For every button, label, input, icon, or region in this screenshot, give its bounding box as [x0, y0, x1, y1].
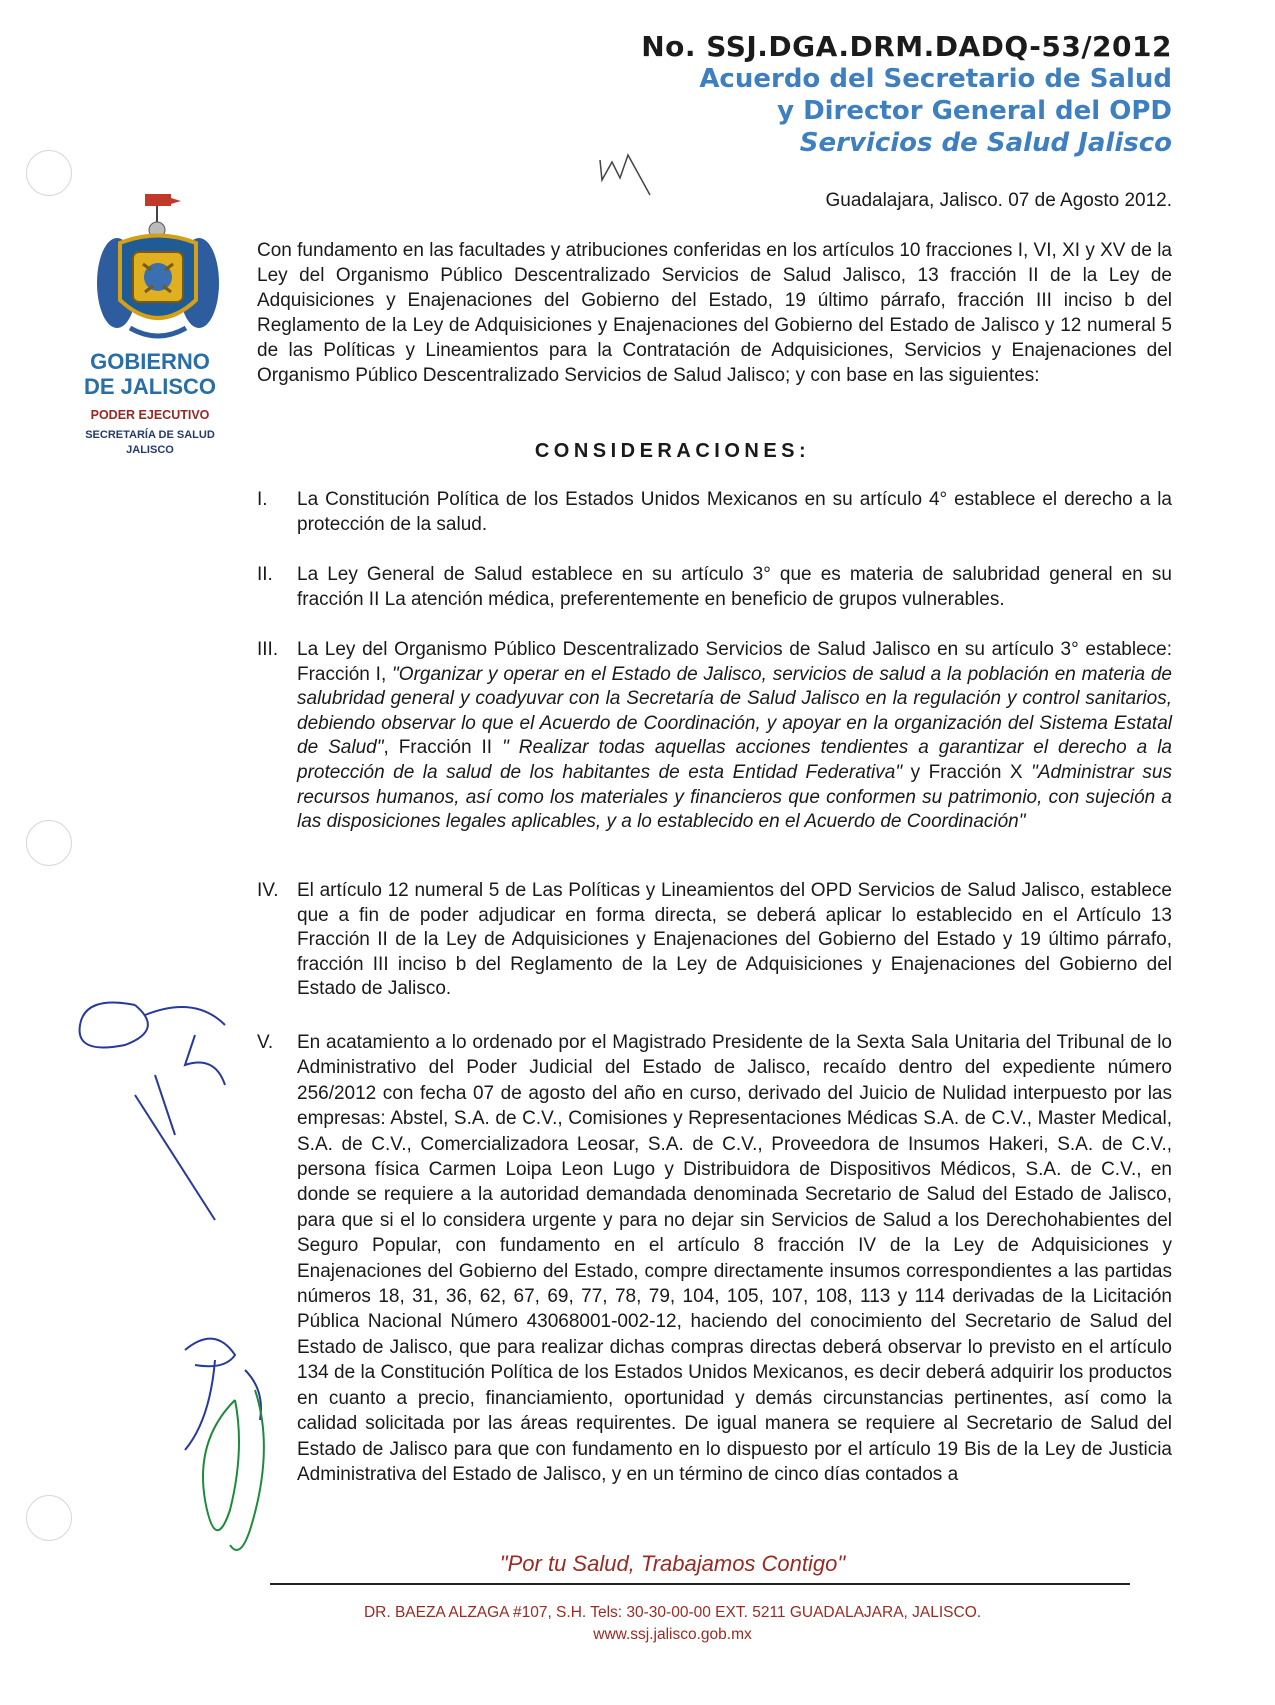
handwritten-mark	[590, 140, 660, 200]
item-text-part: La Ley del Organismo Público Descentralizado Servicios de Salud Jalisco en su artículo 3° establece: Fracción I,	[297, 639, 1172, 685]
consideration-item	[257, 879, 1172, 1002]
item-number: IV.	[257, 880, 279, 901]
item-number: III.	[257, 639, 279, 660]
quoted-text: "Administrar sus recursos humanos, así como los materiales y financieros que conformen su patrimonio, con sujeción a las disposiciones legales aplicables, y a lo establecido en el Acuerdo de Coordinación"	[297, 761, 1172, 833]
institutional-motto: "Por tu Salud, Trabajamos Contigo"	[499, 1551, 846, 1576]
secretariat-label: SECRETARÍA DE SALUD JALISCO	[85, 429, 215, 456]
government-name-line2: DE JALISCO	[83, 374, 217, 399]
footer-address: DR. BAEZA ALZAGA #107, S.H. Tels: 30-30-00-00 EXT. 5211 GUADALAJARA, JALISCO.	[363, 1604, 982, 1621]
consideration-item	[257, 638, 1172, 835]
item-text	[297, 638, 1172, 835]
intro-paragraph: Con fundamento en las facultades y atribuciones conferidas en los artículos 10 fracciones I, VI, XI y XV de la Ley del Organismo Público Descentralizado Servicios de Salud Jalisco, 13 fracción II de la Ley de Adquisiciones y Enajenaciones del Gobierno del Estado, 19 último párrafo, fracción III inciso b del Reglamento de la Ley de Adquisiciones y Enajenaciones del Gobierno del Estado de Jalisco y 12 numeral 5 de las Políticas y Lineamientos para la Contratación de Adquisiciones, Servicios y Enajenaciones del Organismo Público Descentralizado Servicios de Salud Jalisco; y con base en las siguientes:	[257, 240, 1172, 386]
header-title-line1: Acuerdo del Secretario de Salud	[699, 64, 1172, 94]
item-text: La Constitución Política de los Estados Unidos Mexicanos en su artículo 4° establece el derecho a la protección de la salud.	[297, 489, 1172, 535]
item-number: II.	[257, 564, 273, 585]
quoted-text: "Organizar y operar en el Estado de Jalisco, servicios de salud a la población en materia de salubridad general y coadyuvar con la Secretaría de Salud Jalisco en la regulación y control sanitarios, debiendo observar lo que el Acuerdo de Coordinación, y apoyar en la organización del Sistema Estatal de Salud"	[297, 663, 1172, 759]
item-text-part: , Fracción II	[383, 737, 503, 759]
section-heading: CONSIDERACIONES:	[534, 440, 811, 462]
quoted-text: " Realizar todas aquellas acciones tendientes a garantizar el derecho a la protección de la salud de los habitantes de esta Entidad Federativa"	[297, 737, 1172, 783]
consideration-item	[257, 488, 1172, 537]
handwritten-initials	[175, 1330, 295, 1565]
punch-hole	[26, 1495, 72, 1541]
punch-hole	[26, 820, 72, 866]
item-text-part: y Fracción X	[902, 761, 1032, 783]
document-number: No. SSJ.DGA.DRM.DADQ-53/2012	[641, 30, 1172, 63]
item-text: La Ley General de Salud establece en su artículo 3° que es materia de salubridad general en su fracción II La atención médica, preferentemente en beneficio de grupos vulnerables.	[297, 564, 1172, 610]
footer-divider	[270, 1583, 1130, 1585]
item-text: El artículo 12 numeral 5 de Las Políticas y Lineamientos del OPD Servicios de Salud Jalisco, establece que a fin de poder adjudicar en forma directa, se deberá aplicar lo establecido en el Artículo 13 Fracción II de la Ley de Adquisiciones y Enajenaciones del Gobierno del Estado y 19 último párrafo, fracción III inciso b del Reglamento de la Ley de Adquisiciones y Enajenaciones del Gobierno del Estado de Jalisco.	[297, 880, 1172, 1000]
executive-branch-label: PODER EJECUTIVO	[90, 408, 210, 422]
punch-hole	[26, 150, 72, 196]
item-text: En acatamiento a lo ordenado por el Magistrado Presidente de la Sexta Sala Unitaria del Tribunal de lo Administrativo del Poder Judicial del Estado de Jalisco, recaído dentro del expediente número 256/2012 con fecha 07 de agosto del año en curso, derivado del Juicio de Nulidad interpuesto por las empresas: Abstel, S.A. de C.V., Comisiones y Representaciones Médicas S.A. de C.V., Master Medical, S.A. de C.V., Comercializadora Leosar, S.A. de C.V., Proveedora de Insumos Hakeri, S.A. de C.V., persona física Carmen Loipa Leon Lugo y Distribuidora de Dispositivos Médicos, S.A. de C.V., en donde se requiere a la autoridad demandada denominada Secretario de Salud del Estado de Jalisco, para que si el lo considera urgente y para no dejar sin Servicios de Salud a los Derechohabientes del Seguro Popular, con fundamento en el artículo 8 fracción IV de la Ley de Adquisiciones y Enajenaciones del Gobierno del Estado, compre directamente insumos correspondientes a las partidas números 18, 31, 36, 62, 67, 69, 77, 78, 79, 104, 105, 107, 108, 113 y 114 derivadas de la Licitación Pública Nacional Número 43068001-002-12, haciendo del conocimiento del Secretario de Salud del Estado de Jalisco, que para realizar dichas compras directas deberá observar lo previsto en el artículo 134 de la Constitución Política de los Estados Unidos Mexicanos, es decir deberá adquirir los productos en cuanto a precio, financiamiento, oportunidad y demás circunstancias pertinentes, así como la calidad solicitada por las áreas requirentes. De igual manera se requiere al Secretario de Salud del Estado de Jalisco para que con fundamento en lo dispuesto por el artículo 19 Bis de la Ley de Justicia Administrativa del Estado de Jalisco, y en un término de cinco días contados a	[297, 1032, 1172, 1485]
handwritten-signature	[75, 985, 240, 1230]
header-title-line3: Servicios de Salud Jalisco	[799, 128, 1172, 158]
footer-website: www.ssj.jalisco.gob.mx	[593, 1626, 752, 1643]
header-title-line2: y Director General del OPD	[777, 96, 1172, 126]
item-number: I.	[257, 489, 268, 510]
item-number: V.	[257, 1032, 274, 1053]
document-date: Guadalajara, Jalisco. 07 de Agosto 2012.	[825, 190, 1172, 211]
consideration-item	[257, 1030, 1172, 1487]
government-name-line1: GOBIERNO	[90, 349, 210, 374]
consideration-item	[257, 563, 1172, 612]
coat-of-arms-icon	[95, 188, 225, 346]
